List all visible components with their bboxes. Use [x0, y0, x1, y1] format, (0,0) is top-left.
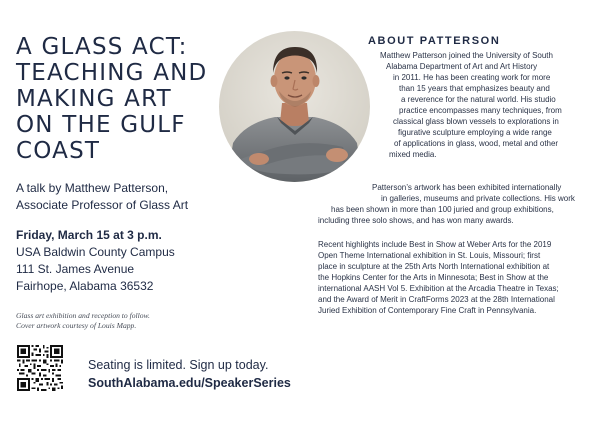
event-venue: USA Baldwin County Campus — [16, 245, 175, 259]
bio-line: classical glass blown vessels to explorations in — [393, 117, 559, 126]
bio-line: a reverence for the natural world. His studio — [401, 95, 556, 104]
title-line: MAKING ART — [16, 86, 172, 112]
artwork-credit: Cover artwork courtesy of Louis Mapp. — [16, 321, 137, 330]
exhibitions-line: has been shown in more than 100 juried and group exhibitions, — [331, 205, 554, 214]
highlights-line: international AASH Vol 5. Exhibition at the Arcadia Theatre in Texas; — [318, 284, 559, 293]
event-title — [16, 34, 216, 164]
speaker-credit-line: Associate Professor of Glass Art — [16, 198, 189, 212]
bio-line: practice encompasses many techniques, from — [399, 106, 562, 115]
bio-line: figurative sculpture employing a wide range — [398, 128, 552, 137]
event-street: 111 St. James Avenue — [16, 262, 135, 276]
title-line: ON THE GULF — [16, 112, 186, 138]
title-line: COAST — [16, 138, 101, 164]
exhibitions-paragraph — [300, 182, 594, 226]
event-city: Fairhope, Alabama 36532 — [16, 279, 154, 293]
bio-line: of applications in glass, wood, metal and other — [394, 139, 559, 148]
exhibitions-line: in galleries, museums and private collections. His work — [381, 194, 575, 203]
highlights-line: Juried Exhibition of Contemporary Fine Craft in Pennsylvania. — [318, 306, 537, 315]
bio-line: than 15 years that emphasizes beauty and — [399, 84, 550, 93]
highlights-line: Open Theme International exhibition in St. Louis, Missouri; first — [318, 251, 541, 260]
highlights-line: and the Award of Merit in CraftForms 2023 at the 28th International — [318, 295, 555, 304]
signup-text: Seating is limited. Sign up today. — [88, 358, 269, 372]
signup-block — [88, 356, 291, 392]
event-date: Friday, March 15 at 3 p.m. — [16, 228, 162, 242]
speaker-credit-line: A talk by Matthew Patterson, — [16, 181, 169, 195]
exhibitions-line: including three solo shows, and has won many awards. — [318, 216, 514, 225]
speaker-credit — [16, 180, 221, 214]
bio-line: mixed media. — [389, 150, 437, 159]
highlights-line: place in sculpture at the 25th Arts North International exhibition at — [318, 262, 550, 271]
signup-link[interactable]: SouthAlabama.edu/SpeakerSeries — [88, 376, 291, 390]
bio-line: Alabama Department of Art and Art History — [386, 62, 538, 71]
bio-paragraph — [300, 50, 594, 160]
bio-line: in 2011. He has been creating work for more — [393, 73, 551, 82]
highlights-line: the Hopkins Center for the Arts in Minnesota; Best in Show at the — [318, 273, 549, 282]
title-line: TEACHING AND — [16, 60, 208, 86]
highlights-paragraph — [318, 239, 598, 316]
highlights-line: Recent highlights include Best in Show at Weber Arts for the 2019 — [318, 240, 552, 249]
qr-code-icon[interactable] — [17, 345, 63, 391]
title-line: A GLASS ACT: — [16, 34, 188, 60]
footnotes — [16, 311, 216, 331]
bio-line: Matthew Patterson joined the University of South — [380, 51, 553, 60]
about-heading: ABOUT PATTERSON — [368, 35, 501, 47]
exhibitions-line: Patterson’s artwork has been exhibited internationally — [372, 183, 562, 192]
event-details — [16, 227, 221, 295]
reception-note: Glass art exhibition and reception to follow. — [16, 311, 150, 320]
